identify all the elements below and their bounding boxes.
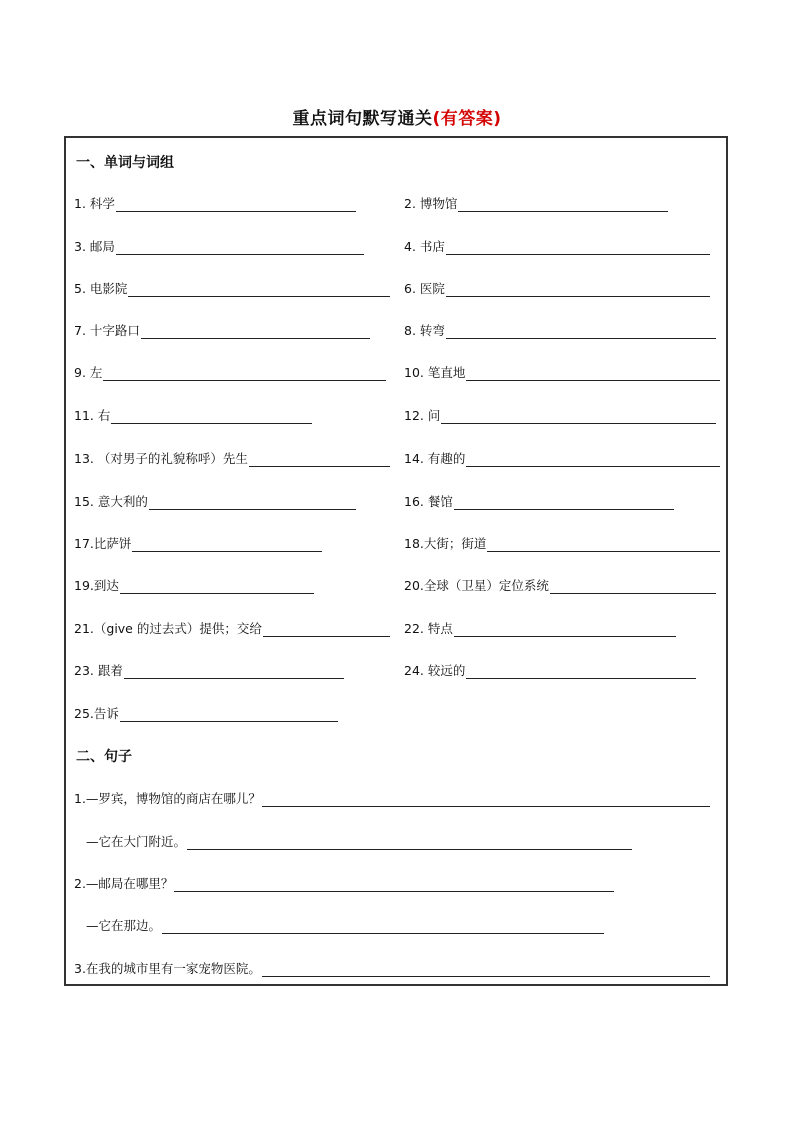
sentence-item[interactable]: —它在那边。 <box>86 916 604 934</box>
word-item[interactable]: 14. 有趣的 <box>404 449 720 467</box>
sentence-item[interactable]: 3.在我的城市里有一家宠物医院。 <box>74 959 710 977</box>
word-item[interactable]: 18.大街；街道 <box>404 534 720 552</box>
word-item[interactable]: 16. 餐馆 <box>404 492 674 510</box>
title-answer-tag: (有答案) <box>432 109 502 129</box>
word-item[interactable]: 23. 跟着 <box>74 661 344 679</box>
word-item[interactable]: 7. 十字路口 <box>74 321 370 339</box>
word-item[interactable]: 10. 笔直地 <box>404 363 720 381</box>
word-item[interactable]: 6. 医院 <box>404 279 710 297</box>
section-heading-sentences: 二、句子 <box>76 749 132 765</box>
page-title <box>0 104 794 129</box>
word-item[interactable]: 1. 科学 <box>74 194 356 212</box>
word-item[interactable]: 2. 博物馆 <box>404 194 668 212</box>
word-item[interactable]: 4. 书店 <box>404 237 710 255</box>
word-item[interactable]: 9. 左 <box>74 363 386 381</box>
title-main: 重点词句默写通关 <box>292 109 433 129</box>
sentence-item[interactable]: 1.—罗宾，博物馆的商店在哪儿？ <box>74 789 710 807</box>
word-item[interactable]: 13. （对男子的礼貌称呼）先生 <box>74 449 390 467</box>
word-item[interactable]: 5. 电影院 <box>74 279 390 297</box>
word-item[interactable]: 24. 较远的 <box>404 661 696 679</box>
word-item[interactable]: 8. 转弯 <box>404 321 716 339</box>
word-item[interactable]: 19.到达 <box>74 576 314 594</box>
word-item[interactable]: 11. 右 <box>74 406 312 424</box>
word-item[interactable]: 25.告诉 <box>74 704 338 722</box>
word-item[interactable]: 12. 问 <box>404 406 716 424</box>
worksheet-box <box>64 136 728 986</box>
word-item[interactable]: 20.全球（卫星）定位系统 <box>404 576 716 594</box>
word-item[interactable]: 3. 邮局 <box>74 237 364 255</box>
sentence-item[interactable]: —它在大门附近。 <box>86 832 632 850</box>
sentence-item[interactable]: 2.—邮局在哪里？ <box>74 874 614 892</box>
word-item[interactable]: 15. 意大利的 <box>74 492 356 510</box>
word-item[interactable]: 22. 特点 <box>404 619 676 637</box>
section-heading-words: 一、单词与词组 <box>76 155 174 171</box>
word-item[interactable]: 17.比萨饼 <box>74 534 322 552</box>
word-item[interactable]: 21.（give 的过去式）提供；交给 <box>74 619 390 637</box>
